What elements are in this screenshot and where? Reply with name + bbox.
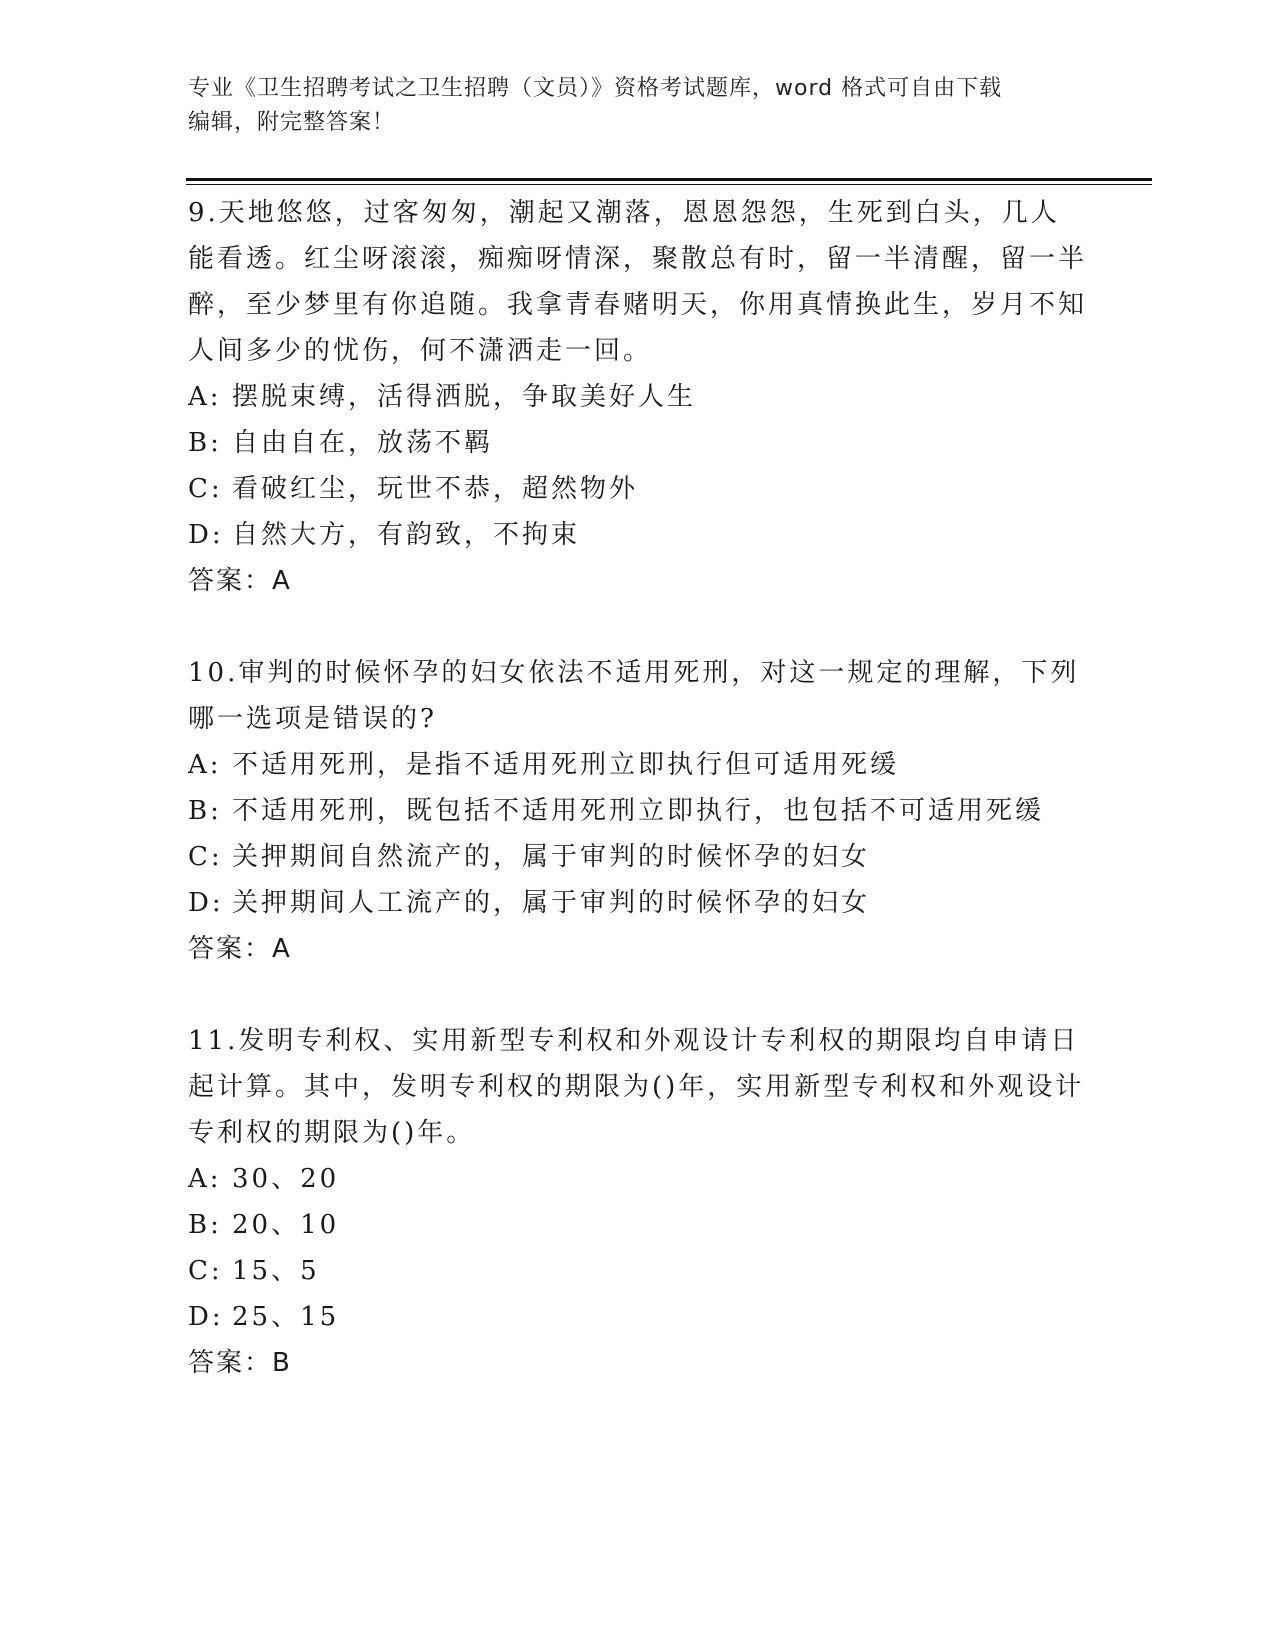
option-text: 25、15 — [232, 1302, 340, 1332]
question-list — [188, 190, 1088, 1432]
option-text: 关押期间自然流产的，属于审判的时候怀孕的妇女 — [232, 842, 871, 872]
question-stem: 9.天地悠悠，过客匆匆，潮起又潮落，恩恩怨怨，生死到白头，几人能看透。红尘呀滚滚，痴痴呀情深，聚散总有时，留一半清醒，留一半醉，至少梦里有你追随。我拿青春赌明天，你用真情换此生，岁月不知人间多少的忧伤，何不潇洒走一回。 — [188, 198, 1088, 366]
option-c — [188, 834, 1088, 880]
option-b — [188, 1202, 1088, 1248]
option-text: 不适用死刑，是指不适用死刑立即执行但可适用死缓 — [232, 750, 900, 780]
question-stem: 11.发明专利权、实用新型专利权和外观设计专利权的期限均自申请日起计算。其中，发明专利权的期限为()年，实用新型专利权和外观设计专利权的期限为()年。 — [188, 1026, 1085, 1148]
option-text: 30、20 — [232, 1164, 340, 1194]
option-label: B: — [188, 796, 222, 826]
option-b — [188, 420, 1088, 466]
option-label: A: — [188, 1164, 222, 1194]
option-text: 关押期间人工流产的，属于审判的时候怀孕的妇女 — [232, 888, 871, 918]
option-label: A: — [188, 382, 222, 412]
option-text: 不适用死刑，既包括不适用死刑立即执行，也包括不可适用死缓 — [232, 796, 1045, 826]
question-stem: 10.审判的时候怀孕的妇女依法不适用死刑，对这一规定的理解，下列哪一选项是错误的? — [188, 658, 1080, 734]
header-divider-thick — [186, 178, 1152, 181]
option-a — [188, 374, 1088, 420]
option-text: 摆脱束缚，活得洒脱，争取美好人生 — [232, 382, 697, 412]
option-label: B: — [188, 1210, 222, 1240]
option-label: D: — [188, 520, 224, 550]
header-line-1: 专业《卫生招聘考试之卫生招聘（文员）》资格考试题库，word 格式可自由下载 — [188, 76, 1003, 101]
option-a — [188, 1156, 1088, 1202]
answer-line: 答案：A — [188, 934, 292, 964]
question-11 — [188, 1018, 1088, 1386]
option-d — [188, 512, 1088, 558]
option-d — [188, 1294, 1088, 1340]
answer-line: 答案：A — [188, 566, 292, 596]
document-header — [188, 72, 1088, 140]
option-c — [188, 466, 1088, 512]
header-line-2: 编辑，附完整答案！ — [188, 110, 396, 135]
option-a — [188, 742, 1088, 788]
question-10 — [188, 650, 1088, 972]
answer-line: 答案：B — [188, 1348, 292, 1378]
option-label: D: — [188, 1302, 224, 1332]
option-text: 看破红尘，玩世不恭，超然物外 — [232, 474, 639, 504]
option-c — [188, 1248, 1088, 1294]
option-b — [188, 788, 1088, 834]
option-text: 自然大方，有韵致，不拘束 — [232, 520, 581, 550]
option-label: C: — [188, 842, 223, 872]
option-text: 自由自在，放荡不羁 — [232, 428, 494, 458]
option-d — [188, 880, 1088, 926]
option-label: C: — [188, 1256, 223, 1286]
question-9 — [188, 190, 1088, 604]
option-text: 20、10 — [232, 1210, 340, 1240]
option-label: D: — [188, 888, 224, 918]
option-label: B: — [188, 428, 222, 458]
header-divider-thin — [186, 184, 1152, 185]
option-text: 15、5 — [232, 1256, 320, 1286]
option-label: A: — [188, 750, 222, 780]
option-label: C: — [188, 474, 223, 504]
